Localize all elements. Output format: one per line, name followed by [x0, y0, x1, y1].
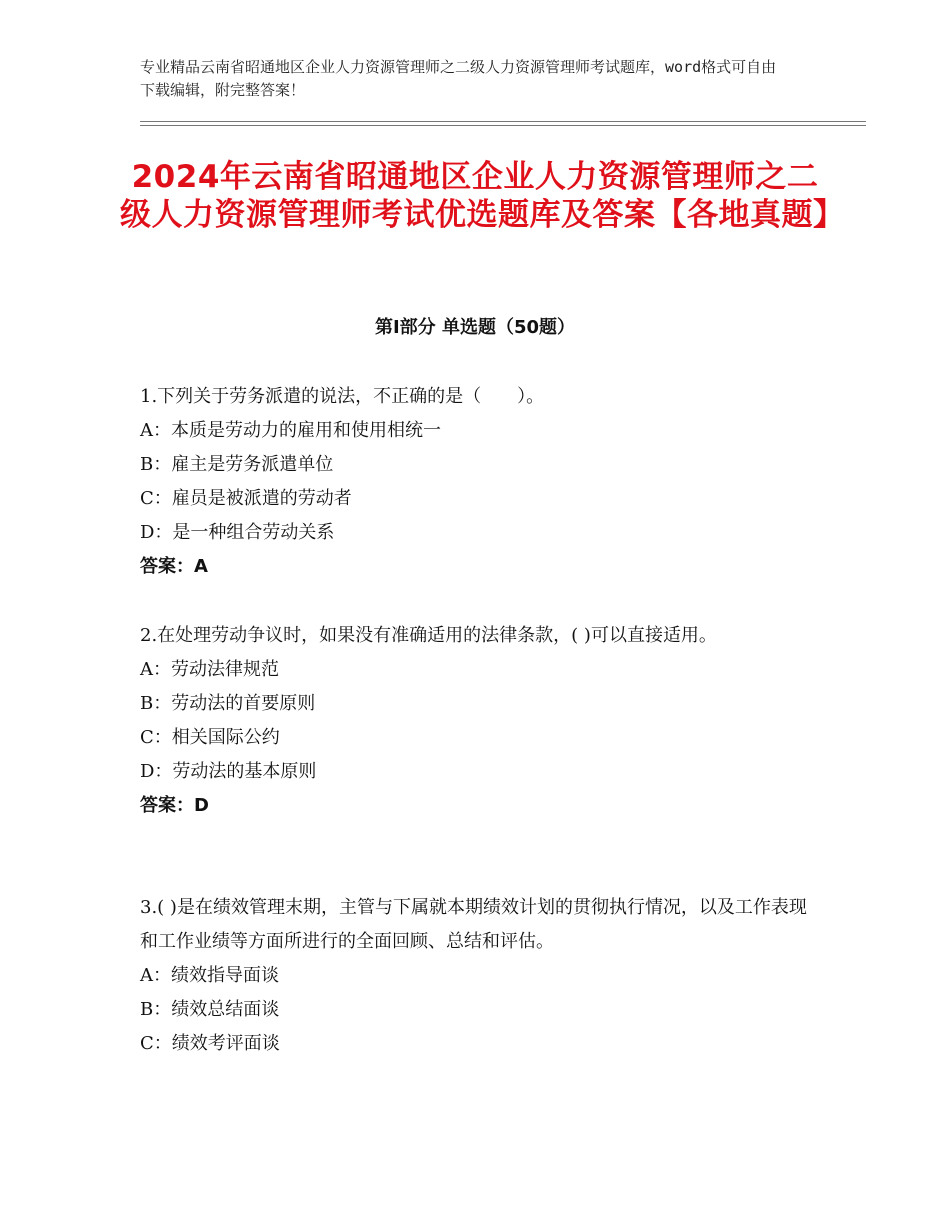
question-2	[140, 619, 810, 823]
document-title: 2024年云南省昭通地区企业人力资源管理师之二级人力资源管理师考试优选题库及答案【各地真题】	[120, 159, 845, 233]
question-stem: 3.( )是在绩效管理末期，主管与下属就本期绩效计划的贯彻执行情况，以及工作表现和工作业绩等方面所进行的全面回顾、总结和评估。	[140, 897, 807, 952]
answer: 答案：A	[140, 556, 208, 577]
header-divider	[140, 121, 866, 126]
option-b: B：雇主是劳务派遣单位	[140, 454, 334, 475]
option-d: D：是一种组合劳动关系	[140, 522, 335, 543]
option-d: D：劳动法的基本原则	[140, 761, 317, 782]
section-title: 第Ⅰ部分 单选题（50题）	[374, 317, 575, 338]
header-note: 专业精品云南省昭通地区企业人力资源管理师之二级人力资源管理师考试题库，word格式可自由下载编辑，附完整答案！	[140, 58, 777, 99]
answer: 答案：D	[140, 795, 209, 816]
question-3	[140, 891, 810, 1061]
option-c: C：绩效考评面谈	[140, 1033, 280, 1054]
question-stem: 1.下列关于劳务派遣的说法，不正确的是（ ）。	[140, 386, 545, 407]
question-stem: 2.在处理劳动争议时，如果没有准确适用的法律条款，( )可以直接适用。	[140, 625, 717, 646]
option-a: A：绩效指导面谈	[140, 965, 279, 986]
option-a: A：本质是劳动力的雇用和使用相统一	[140, 420, 441, 441]
option-b: B：劳动法的首要原则	[140, 693, 316, 714]
option-a: A：劳动法律规范	[140, 659, 279, 680]
question-1	[140, 380, 810, 584]
option-c: C：雇员是被派遣的劳动者	[140, 488, 352, 509]
option-b: B：绩效总结面谈	[140, 999, 280, 1020]
option-c: C：相关国际公约	[140, 727, 280, 748]
